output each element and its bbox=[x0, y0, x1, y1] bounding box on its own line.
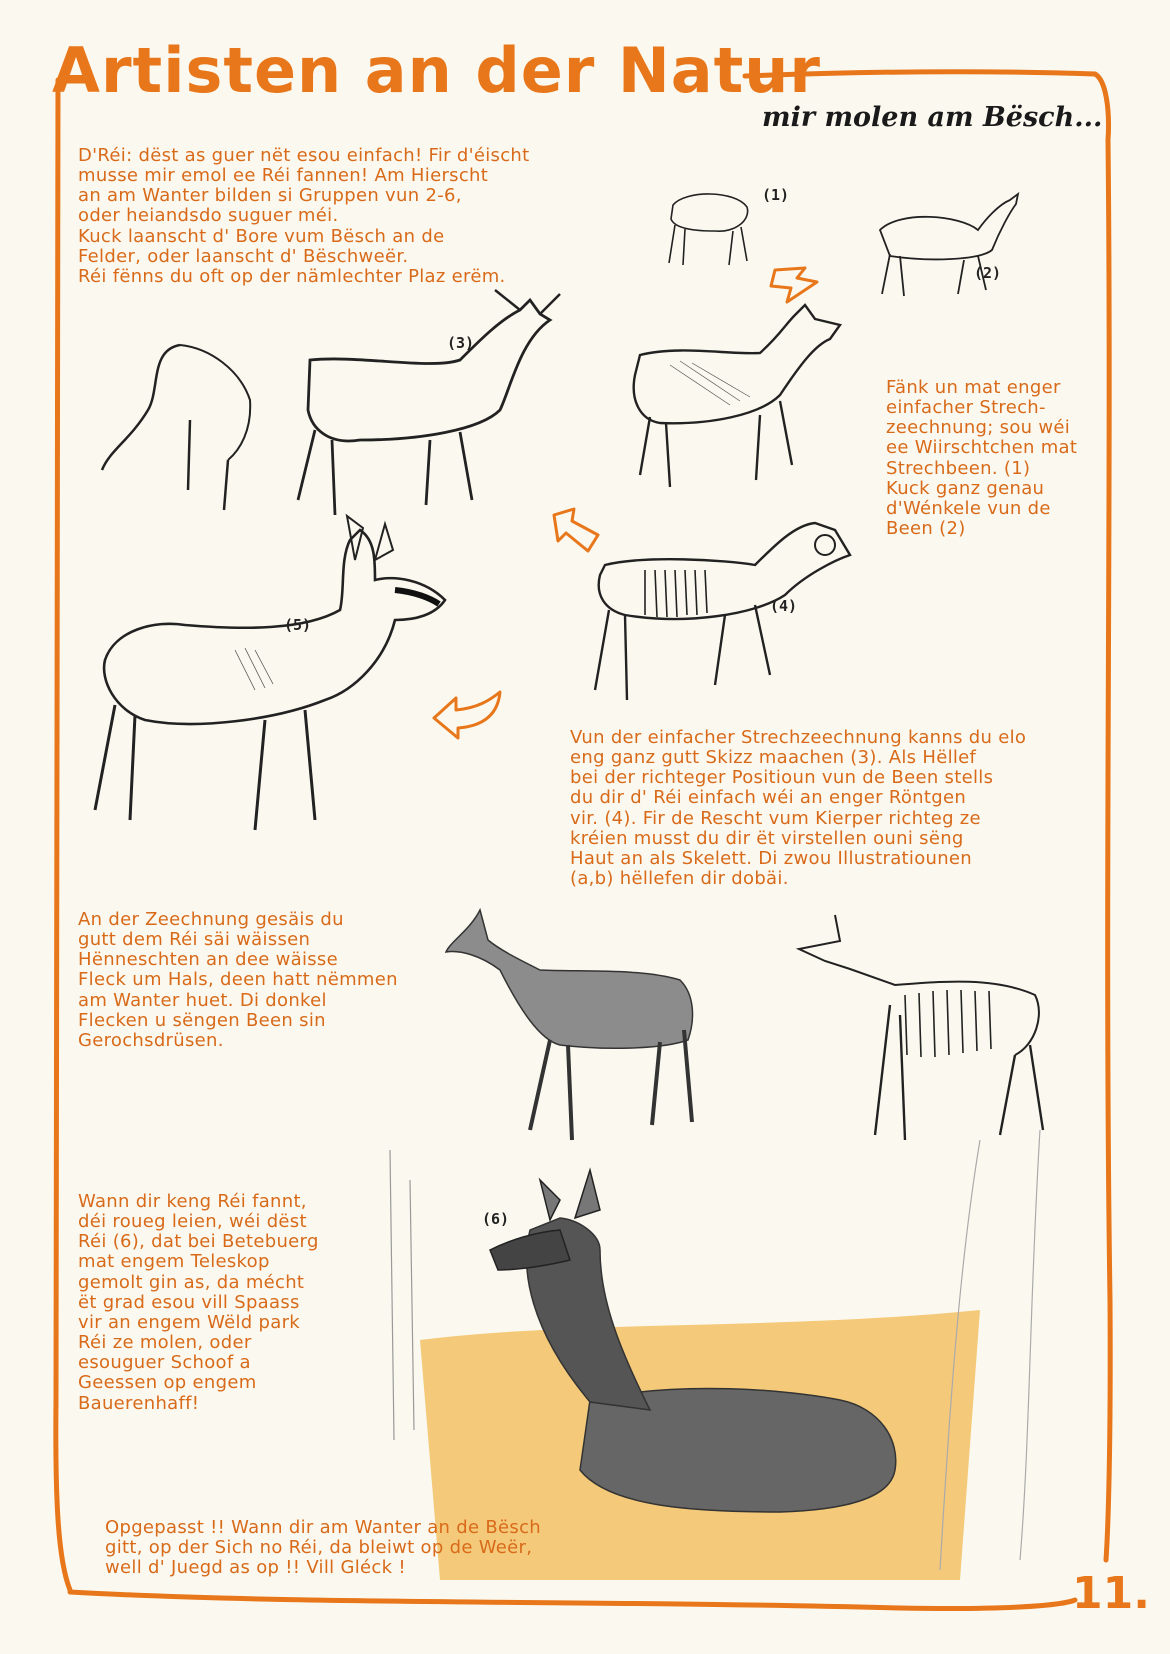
label-3: (3) bbox=[447, 334, 475, 352]
warning-text: Opgepasst !! Wann dir am Wanter an de Bësch gitt, op der Sich no Réi, da bleiwt op de Weër, well d' Juegd as op !! Vill Gléck ! bbox=[105, 1517, 542, 1579]
page-number: 11. bbox=[1072, 1568, 1150, 1619]
deer-xray-sketch-4 bbox=[565, 515, 865, 710]
label-5: (5) bbox=[284, 616, 312, 634]
label-1: (1) bbox=[762, 186, 790, 204]
spots-text: An der Zeechnung gesäis du gutt dem Réi säi wäissen Hënneschten an dee wäisse Fleck um Hals, deen hatt nëmmen am Wanter huet. Di donkel Flecken u sëngen Been sin Gerochsdrüsen. bbox=[78, 909, 398, 1051]
intro-text: D'Réi: dëst as guer nët esou einfach! Fir d'éischt musse mir emol ee Réi fannen! Am Hierscht an am Wanter bilden si Gruppen vun 2-6, oder heiandsdo suguer méi. Kuck laanscht d' Bore vum Bësch an de Felder, oder laanscht d' Bëschweër. Réi fënns du oft op der nämlechter Plaz erëm. bbox=[78, 145, 530, 287]
step-3-text: Vun der einfacher Strechzeechnung kanns du elo eng ganz gutt Skizz maachen (3). Als Hëllef bei der richteger Positioun vun de Been stells du dir d' Réi einfach wéi an enger Röntgen vir. (4). Fir de Rescht vum Kierper richteg ze kréien musst du dir ët virstellen ouni sëng Haut an als Skelett. Di zwou Illustratiounen (a,b) hëllefen dir dobäi. bbox=[570, 727, 1027, 890]
page-subtitle: mir molen am Bësch... bbox=[762, 102, 1103, 133]
label-6: (6) bbox=[482, 1210, 510, 1228]
arrow-down-icon bbox=[765, 262, 825, 307]
deer-sketch-shaded bbox=[610, 305, 850, 495]
deer-muscle-illustration bbox=[440, 900, 730, 1145]
deer-skeleton-illustration bbox=[795, 905, 1055, 1150]
page-title: Artisten an der Natur bbox=[52, 34, 821, 107]
label-4: (4) bbox=[770, 597, 798, 615]
deer-sketch-5 bbox=[75, 520, 455, 860]
deer-sketch-3 bbox=[100, 300, 590, 540]
arrow-left-icon bbox=[428, 688, 508, 743]
deer-sketch-2 bbox=[860, 190, 1030, 305]
label-2: (2) bbox=[974, 264, 1002, 282]
step-1-text: Fänk un mat enger einfacher Strech- zeechnung; sou wéi ee Wiirschtchen mat Strechbeen. (1) Kuck ganz genau d'Wénkele vun de Been (2) bbox=[886, 377, 1078, 540]
telescope-text: Wann dir keng Réi fannt, déi roueg leien, wéi dëst Réi (6), dat bei Betebuerg mat engem Teleskop gemolt gin as, da mécht ët grad esou vill Spaass vir an engem Wëld park Réi ze molen, oder esouguer Schoof a Geessen op engem Bauerenhaff! bbox=[78, 1191, 319, 1414]
